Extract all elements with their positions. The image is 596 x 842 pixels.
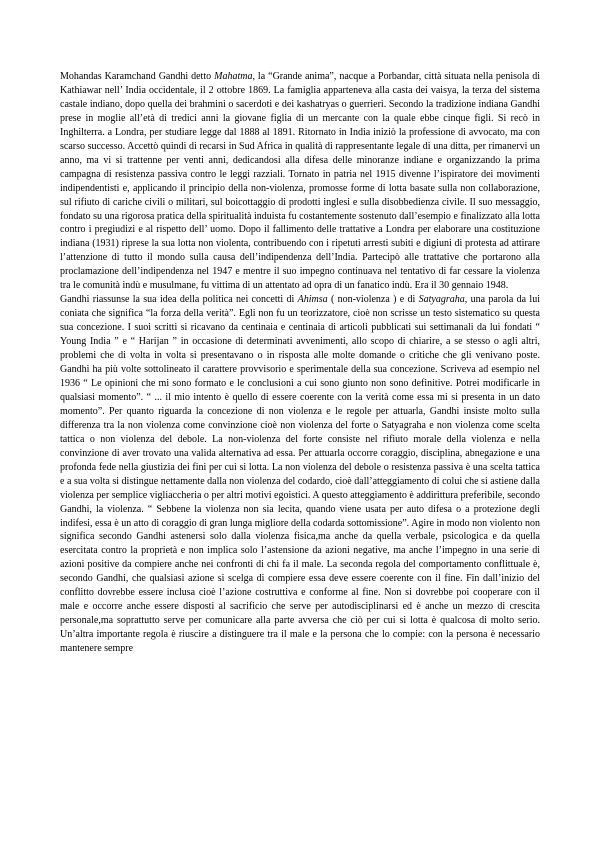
italic-term-ahimsa: Ahimsa xyxy=(297,294,328,306)
text-segment: , la “Grande anima”, nacque a Porbandar, città situata nella penisola di Kathiawar nell’ India occidentale, il 2 ottobre 1869. La famiglia apparteneva alla casta dei vaisya, la terza del sistema castale indiano, dopo quella dei brahmini o sacerdoti e dei kashatryas o guerrieri. Secondo la tradizione indiana Gandhi prese in moglie all’età di tredici anni la giovane figlia di un mercante con la quale ebbe cinque figli. Si recò in Inghilterra. a Londra, per studiare legge dal 1888 al 1891. Ritornato in India iniziò la professione di avvocato, ma con scarso successo. Accettò quindi di recarsi in Sud Africa in qualità di rappresentante legale di una ditta, per rimanervi un anno, ma vi si trattenne per venti anni, dedicandosi alla difesa delle minoranze indiane e organizzando la prima campagna di resistenza passiva contro le leggi razziali. Tornato in patria nel 1915 divenne l’ispiratore dei movimenti indipendentisti e, applicando il principio della non-violenza, promosse forme di lotta basate sulla non collaborazione, sul rifiuto di cariche civili o militari, sul boicottaggio di prodotti inglesi e sulla disobbedienza civile. Il suo messaggio, fondato su una rigorosa pratica della spiritualità induista fu costantemente sostenuto dall’esempio e finalizzato alla lotta contro i pregiudizi e al rispetto dell’ uomo. Dopo il fallimento delle trattative a Londra per elaborare una costituzione indiana (1931) riprese la sua lotta non violenta, contribuendo con i ripetuti arresti subiti e digiuni di protesta ad attirare l’attenzione di tutto il mondo sulla causa dell’indipendenza dell’India. Partecipò alle trattative che portarono alla proclamazione dell’indipendenza nel 1947 e mentre il suo impegno continuava nel tentativo di far cessare la violenza tra le comunità indù e musulmane, fu vittima di un attentato ad opra di un fanatico indù. Era il 30 gennaio 1948. xyxy=(60,71,540,292)
text-segment: Gandhi riassunse la sua idea della politica nei concetti di xyxy=(60,294,298,306)
document-page xyxy=(60,70,540,656)
text-segment: ( non-violenza ) e di xyxy=(327,294,419,306)
paragraph-biography xyxy=(60,70,540,293)
text-segment: , una parola da lui coniata che significa “la forza della verità”. Egli non fu un teorizzatore, cioè non scrisse un testo sistematico su questa sua concezione. I suoi scritti si ricavano da centinaia e centinaia di articoli pubblicati sui settimanali da lui fondati “ Young India ” e “ Harijan ” in occasione di determinati avvenimenti, allo scopo di chiarire, a se stesso o agli altri, problemi che di volta in volta si presentavano o in risposta alle molte domande o critiche che gli venivano poste. Gandhi ha più volte sottolineato il carattere provvisorio e sperimentale della sua concezione. Scriveva ad esempio nel 1936 “ Le opinioni che mi sono formato e le conclusioni a cui sono giunto non sono definitive. Potrei modificarle in qualsiasi momento”. “ ... il mio intento è quello di essere coerente con la verità come essa mi si presenta in un dato momento”. Per quanto riguarda la concezione di non violenza e le regole per attuarla, Gandhi insiste molto sulla differenza tra la non violenza come convinzione cioè non violenza del forte o Satyagraha e non violenza come scelta tattica o non violenza del debole. La non-violenza del forte consiste nel rifiuto morale della violenza e nella convinzione di aver trovato una valida alternativa ad essa. Per attuarla occorre coraggio, disciplina, abnegazione e una profonda fede nella giustizia dei fini per cui si lotta. La non violenza del debole o resistenza passiva è una scelta tattica e a sua volta si distingue nettamente dalla non violenza del codardo, cioè dall’atteggiamento di colui che si astiene dalla violenza per semplice vigliaccheria o per altri motivi egoistici. A questo atteggiamento è addirittura preferibile, secondo Gandhi, la violenza. “ Sebbene la violenza non sia lecita, quando viene usata per auto difesa o a protezione degli indifesi, essa è un atto di coraggio di gran lunga migliore della codarda sottomissione”. Agire in modo non violento non significa secondo Gandhi astenersi solo dalla violenza fisica,ma anche da quella verbale, psicologica e da quella esercitata contro la proprietà e non implica solo l’astensione da azioni negative, ma anche l’impegno in una serie di azioni positive da compiere anche nei confronti di chi fa il male. La seconda regola del comportamento conflittuale è, secondo Gandhi, che qualsiasi azione si scelga di compiere essa deve essere coerente con il fine. Fin dall’inizio del conflitto dovrebbe essere inclusa cioè l’azione costruttiva e conforme al fine. Non si dovrebbe poi cooperare con il male e occorre anche essere disposti al sacrificio che serve per autodisciplinarsi ed è anche un mezzo di crescita personale,ma soprattutto serve per comunicare alla parte avversa che ciò per cui si lotta è qualcosa di molto serio. Un’altra importante regola è riuscire a distinguere tra il male e la persona che lo compie: con la persona è necessario mantenere sempre xyxy=(60,294,540,655)
italic-term-satyagraha: Satyagraha xyxy=(418,294,465,306)
italic-term-mahatma: Mahatma xyxy=(214,71,253,82)
text-segment: Mohandas Karamchand Gandhi detto xyxy=(60,71,215,82)
paragraph-philosophy xyxy=(60,293,540,656)
